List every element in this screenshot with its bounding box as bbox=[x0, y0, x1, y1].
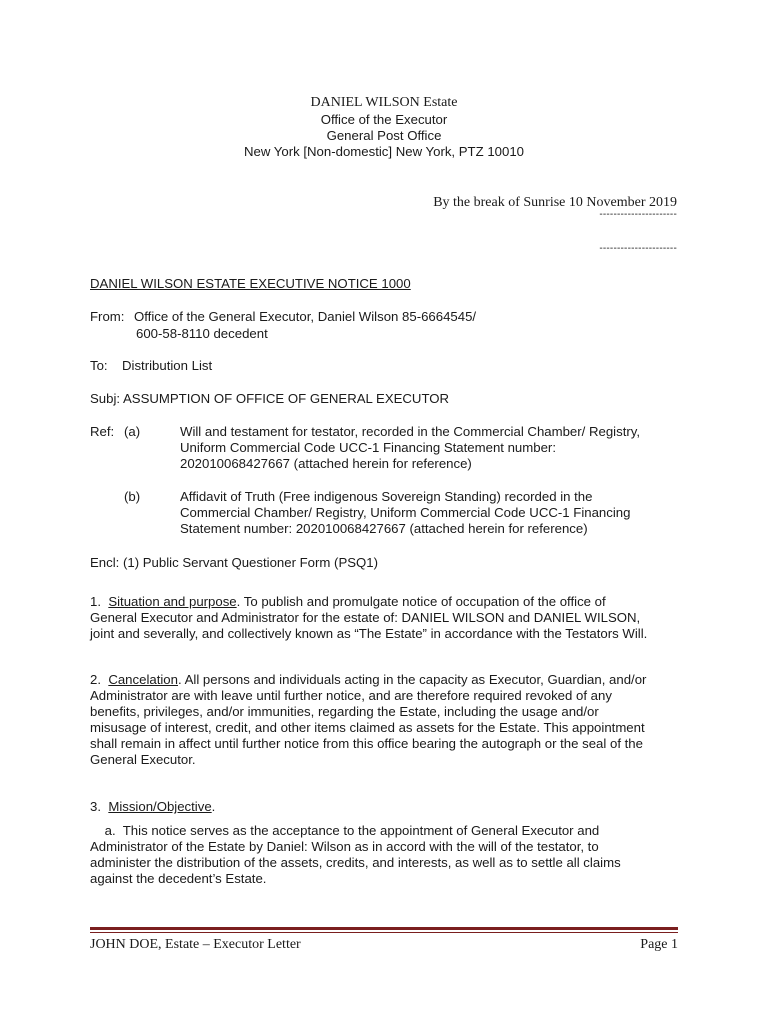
estate-name: DANIEL WILSON Estate bbox=[310, 95, 458, 110]
dash-line-1: ---------------------- bbox=[599, 209, 677, 220]
ref-a-line: 202010068427667 (attached herein for reference) bbox=[180, 456, 472, 471]
from-label: From: bbox=[90, 309, 125, 324]
ref-a-marker: (a) bbox=[124, 424, 141, 439]
subsection-a bbox=[90, 823, 621, 887]
office-line: Office of the Executor bbox=[320, 112, 448, 127]
from-line-2: 600-58-8110 decedent bbox=[136, 326, 268, 341]
section-line: To publish and promulgate notice of occupation of the office of bbox=[243, 594, 606, 609]
subsection-marker: a. bbox=[104, 823, 116, 838]
footer-rule-thin bbox=[90, 932, 678, 933]
section-heading: Cancelation bbox=[108, 672, 178, 687]
dateline: By the break of Sunrise 10 November 2019 bbox=[433, 195, 677, 210]
ref-a-line: Uniform Commercial Code UCC-1 Financing Statement number: bbox=[180, 440, 556, 455]
section-line: General Executor. bbox=[90, 752, 196, 767]
ref-b-line: Affidavit of Truth (Free indigenous Sovereign Standing) recorded in the bbox=[180, 489, 593, 504]
section-line: General Executor and Administrator for the estate of: DANIEL WILSON and DANIEL WILSON, bbox=[90, 610, 641, 625]
ref-a-line: Will and testament for testator, recorded in the Commercial Chamber/ Registry, bbox=[180, 424, 641, 439]
subsection-line: administer the distribution of the assets, credits, and interests, as well as to settle all claims bbox=[90, 855, 621, 870]
section-line: All persons and individuals acting in the capacity as Executor, Guardian, and/or bbox=[184, 672, 647, 687]
to-label: To: bbox=[90, 358, 108, 373]
subject-line: Subj: ASSUMPTION OF OFFICE OF GENERAL EXECUTOR bbox=[90, 391, 450, 406]
to-value: Distribution List bbox=[122, 358, 213, 373]
ref-b-marker: (b) bbox=[124, 489, 141, 504]
section-line: Administrator are with leave until further notice, and are therefore required revoked of any bbox=[90, 688, 612, 703]
enclosure-line: Encl: (1) Public Servant Questioner Form (PSQ1) bbox=[90, 555, 379, 570]
ref-label: Ref: bbox=[90, 424, 115, 439]
section-line: benefits, privileges, and/or immunities, regarding the Estate, including the usage and/or bbox=[90, 704, 599, 719]
section-line: shall remain in affect until further notice from this office bearing the autograph or the seal of the bbox=[90, 736, 643, 751]
section-mission: 3. Mission/Objective. bbox=[90, 799, 216, 814]
page-number: Page 1 bbox=[640, 937, 678, 952]
ref-a-text bbox=[180, 424, 640, 472]
subsection-line: against the decedent’s Estate. bbox=[90, 871, 267, 886]
section-line: misusage of interest, credit, and other items claimed as assets for the Estate. This appointment bbox=[90, 720, 645, 735]
section-number: 2. bbox=[90, 672, 101, 687]
dash-line-2: ---------------------- bbox=[599, 243, 677, 254]
section-cancelation: 2. Cancelation. All persons and individuals acting in the capacity as Executor, Guardian, and/or Administrator are with leave until further notice, and are therefore required revoked of any benefits, privileges, and/or immunities, regarding the Estate, including the usage and/or misusage of interest, credit, and other items claimed as assets for the Estate. This appointment shall remain in affect until further notice from this office bearing the autograph or the seal of the General Executor. bbox=[90, 672, 647, 767]
notice-title: DANIEL WILSON ESTATE EXECUTIVE NOTICE 1000 bbox=[90, 276, 411, 291]
from-line-1: Office of the General Executor, Daniel Wilson 85-6664545/ bbox=[134, 309, 477, 324]
footer-title: JOHN DOE, Estate – Executor Letter bbox=[90, 937, 301, 952]
subsection-line: This notice serves as the acceptance to the appointment of General Executor and bbox=[122, 823, 600, 838]
subsection-line: Administrator of the Estate by Daniel: Wilson as in accord with the will of the testator, to bbox=[90, 839, 599, 854]
ref-b-text bbox=[180, 489, 630, 537]
section-situation: 1. Situation and purpose. To publish and promulgate notice of occupation of the office of General Executor and Administrator for the estate of: DANIEL WILSON and DANIEL WILSON, joint and severally, and collectively known as “The Estate” in accordance with the Testators Will. bbox=[90, 594, 648, 641]
section-number: 3. bbox=[90, 799, 101, 814]
section-line: joint and severally, and collectively known as “The Estate” in accordance with the Testators Will. bbox=[90, 626, 648, 641]
ref-b-line: Commercial Chamber/ Registry, Uniform Commercial Code UCC-1 Financing bbox=[180, 505, 631, 520]
section-heading: Situation and purpose bbox=[108, 594, 237, 609]
footer-rule-thick bbox=[90, 927, 678, 930]
section-number: 1. bbox=[90, 594, 101, 609]
ref-b-line: Statement number: 202010068427667 (attached herein for reference) bbox=[180, 521, 588, 536]
section-heading: Mission/Objective bbox=[108, 799, 212, 814]
post-office: General Post Office bbox=[326, 128, 442, 143]
address: New York [Non-domestic] New York, PTZ 10010 bbox=[244, 144, 524, 159]
